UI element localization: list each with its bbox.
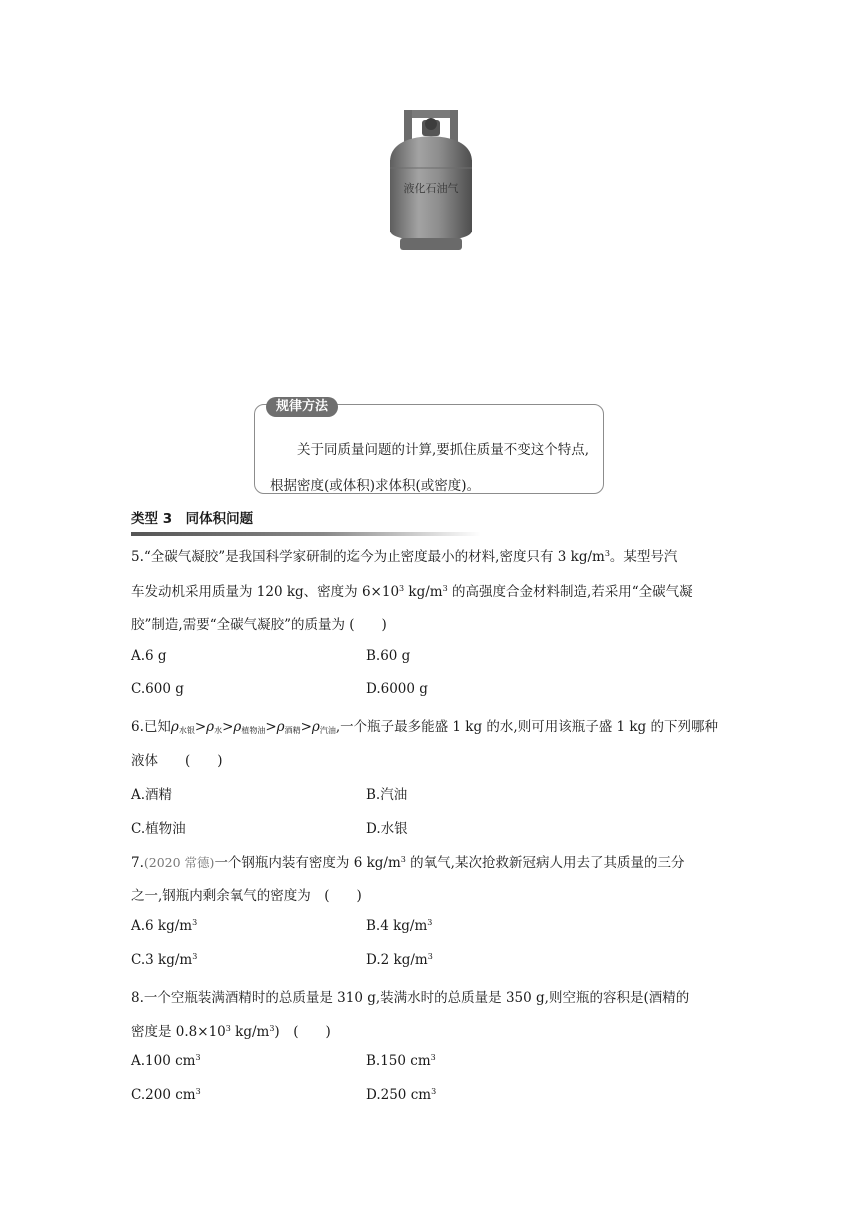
question-6-option-d[interactable]: D.水银 xyxy=(366,821,408,837)
question-8-option-c[interactable]: C.200 $cm^3$ xyxy=(131,1087,201,1103)
question-6-line-1: 6.已知$\rho_{水银}>\rho_水>\rho_{植物油}>\rho_{酒精}>\rho_{汽油}$,一个瓶子最多能盛 1 kg 的水,则可用该瓶子盛 1 kg 的下列哪种 xyxy=(131,719,718,735)
question-5-option-b[interactable]: B.60 g xyxy=(366,648,411,664)
question-7-option-d[interactable]: D.2 $kg/m^3$ xyxy=(366,952,433,968)
question-6-line-2: 液体 ( ) xyxy=(131,753,223,769)
question-5-option-a[interactable]: A.6 g xyxy=(131,648,167,664)
question-8-option-a[interactable]: A.100 $cm^3$ xyxy=(131,1053,201,1069)
section-underline xyxy=(131,532,481,536)
question-7-option-b[interactable]: B.4 $kg/m^3$ xyxy=(366,918,433,934)
method-box-tag: 规律方法 xyxy=(266,397,338,417)
section-heading: 类型 3 同体积问题 xyxy=(131,511,254,527)
question-7-line-1: 7.(2020 常德)一个钢瓶内装有密度为 6 $kg/m^3$ 的氧气,某次抢救新冠病人用去了其质量的三分 xyxy=(131,855,685,871)
question-8-line-1: 8.一个空瓶装满酒精时的总质量是 310 g,装满水时的总质量是 350 g,则空瓶的容积是(酒精的 xyxy=(131,990,690,1006)
question-6-option-a[interactable]: A.酒精 xyxy=(131,787,173,803)
question-5-line-1: 5.“全碳气凝胶”是我国科学家研制的迄今为止密度最小的材料,密度只有 3 $kg/m^3$。某型号汽 xyxy=(131,549,678,565)
question-8-line-2: 密度是 $0.8\times 10^3$ $kg/m^3$) ( ) xyxy=(131,1024,331,1040)
question-6-option-c[interactable]: C.植物油 xyxy=(131,821,186,837)
cylinder-label: 液化石油气 xyxy=(403,182,459,195)
question-7-source: (2020 常德) xyxy=(143,855,215,870)
gas-cylinder-image xyxy=(376,106,486,254)
question-8-option-b[interactable]: B.150 $cm^3$ xyxy=(366,1053,436,1069)
question-7-line-2: 之一,钢瓶内剩余氧气的密度为 ( ) xyxy=(131,888,362,904)
question-8-option-d[interactable]: D.250 $cm^3$ xyxy=(366,1087,437,1103)
question-5-line-2: 车发动机采用质量为 120 kg、密度为 $6\times 10^3$ $kg/m^3$ 的高强度合金材料制造,若采用“全碳气凝 xyxy=(131,584,693,600)
question-7-option-a[interactable]: A.6 $kg/m^3$ xyxy=(131,918,198,934)
question-5-line-3: 胶”制造,需要“全碳气凝胶”的质量为 ( ) xyxy=(131,617,387,633)
question-7-option-c[interactable]: C.3 $kg/m^3$ xyxy=(131,952,198,968)
question-5-option-d[interactable]: D.6000 g xyxy=(366,681,428,697)
question-6-option-b[interactable]: B.汽油 xyxy=(366,787,408,803)
method-box-text: 关于同质量问题的计算,要抓住质量不变这个特点,根据密度(或体积)求体积(或密度)。 xyxy=(270,442,590,494)
question-5-option-c[interactable]: C.600 g xyxy=(131,681,184,697)
